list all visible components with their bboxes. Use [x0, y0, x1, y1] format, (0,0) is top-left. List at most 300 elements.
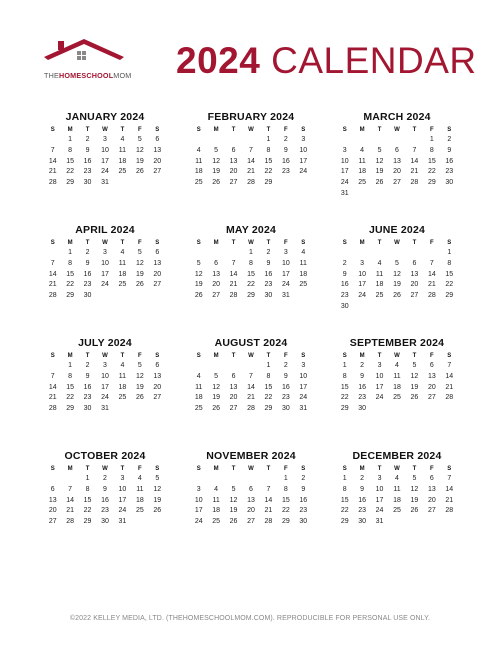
day-cell: 19: [393, 281, 401, 289]
weekday-header: W: [248, 353, 254, 359]
month-block: [44, 336, 166, 449]
month-block: [44, 223, 166, 336]
day-cell: 23: [281, 168, 290, 176]
day-cell: 20: [427, 496, 436, 504]
day-cell: 11: [136, 485, 144, 493]
day-cell: 28: [66, 518, 75, 526]
day-cell: 20: [48, 507, 57, 515]
day-cell: 21: [229, 281, 238, 289]
day-cell: 14: [229, 270, 238, 278]
month-days-grid: [336, 238, 458, 313]
day-cell: 16: [358, 496, 367, 504]
day-cell: 21: [48, 281, 57, 289]
day-cell: 7: [249, 146, 253, 154]
day-cell: 14: [445, 485, 454, 493]
day-cell: 15: [264, 383, 273, 391]
day-cell: 19: [194, 281, 203, 289]
day-cell: 13: [427, 372, 436, 380]
day-cell: 7: [50, 372, 55, 380]
day-cell: 29: [247, 292, 255, 300]
weekday-header: S: [155, 353, 160, 359]
weekday-header: W: [394, 240, 400, 246]
day-cell: 23: [264, 281, 273, 289]
weekday-header: F: [138, 240, 142, 246]
day-empty: [242, 474, 259, 485]
page-title: [176, 40, 477, 82]
day-cell: 9: [85, 146, 90, 154]
day-cell: 19: [229, 507, 238, 515]
weekday-header: W: [248, 240, 254, 246]
day-cell: 26: [194, 292, 203, 300]
month-block: [336, 449, 458, 562]
day-cell: 10: [101, 146, 109, 154]
day-cell: 15: [445, 270, 454, 278]
day-cell: 30: [101, 518, 109, 526]
day-cell: 15: [281, 496, 290, 504]
day-cell: 17: [281, 270, 290, 278]
day-cell: 7: [231, 259, 236, 267]
day-cell: 22: [66, 281, 75, 289]
month-name: NOVEMBER 2024: [206, 450, 296, 462]
weekday-header: S: [50, 353, 55, 359]
day-cell: 8: [249, 259, 253, 267]
day-cell: 3: [301, 136, 306, 143]
day-cell: 14: [247, 157, 255, 165]
day-cell: 24: [101, 281, 109, 289]
logo-text-pre: THE: [44, 71, 59, 80]
weekday-header: S: [50, 466, 55, 472]
day-cell: 24: [299, 394, 308, 402]
day-cell: 9: [103, 485, 107, 493]
day-cell: 20: [153, 383, 162, 391]
day-cell: 19: [410, 496, 419, 504]
day-cell: 17: [375, 496, 384, 504]
day-cell: 3: [377, 362, 382, 369]
day-cell: 12: [212, 383, 221, 391]
day-cell: 25: [118, 394, 127, 402]
day-cell: 14: [427, 270, 436, 278]
day-cell: 28: [247, 405, 255, 413]
day-cell: 24: [101, 168, 109, 176]
day-cell: 1: [283, 475, 288, 482]
day-cell: 27: [48, 518, 57, 526]
logo-wordmark: [44, 71, 131, 80]
day-cell: 16: [83, 383, 92, 391]
day-cell: 28: [445, 394, 454, 402]
day-cell: 18: [299, 270, 308, 278]
day-empty: [61, 474, 78, 485]
month-name: JUNE 2024: [368, 224, 426, 236]
logo-text-mid: HOMESCHOOL: [58, 71, 114, 80]
day-empty: [242, 135, 259, 146]
day-cell: 24: [281, 281, 290, 289]
month-block: [190, 223, 312, 336]
month-days-grid: [44, 351, 166, 415]
day-cell: 8: [342, 485, 347, 493]
weekday-header: S: [342, 353, 347, 359]
day-cell: 21: [247, 168, 255, 176]
day-empty: [225, 248, 242, 259]
day-cell: 26: [212, 179, 221, 187]
weekday-header: S: [342, 466, 347, 472]
day-empty: [388, 248, 405, 259]
day-cell: 7: [429, 259, 434, 267]
day-cell: 10: [194, 496, 203, 504]
weekday-header: S: [301, 353, 306, 359]
day-empty: [353, 248, 370, 259]
day-cell: 20: [153, 157, 162, 165]
day-cell: 13: [153, 372, 162, 380]
day-cell: 6: [155, 136, 160, 143]
day-cell: 16: [281, 157, 290, 165]
day-cell: 15: [247, 270, 255, 278]
weekday-header: T: [231, 353, 236, 359]
weekday-header: W: [102, 240, 108, 246]
month-name: JANUARY 2024: [65, 111, 145, 123]
day-cell: 24: [194, 518, 203, 526]
day-cell: 20: [229, 394, 238, 402]
day-cell: 2: [85, 362, 90, 369]
day-cell: 10: [375, 372, 384, 380]
weekday-header: F: [138, 466, 142, 472]
day-cell: 30: [340, 302, 349, 310]
day-cell: 2: [360, 475, 365, 482]
day-cell: 27: [410, 292, 419, 300]
weekday-header: W: [394, 127, 400, 133]
day-empty: [190, 361, 207, 372]
day-cell: 6: [429, 362, 434, 369]
month-block: [336, 223, 458, 336]
day-cell: 1: [342, 475, 347, 482]
day-cell: 26: [153, 507, 162, 515]
day-cell: 18: [118, 157, 127, 165]
day-cell: 10: [375, 485, 384, 493]
month-days-grid: [336, 464, 458, 528]
day-cell: 3: [342, 146, 347, 154]
day-cell: 1: [249, 249, 253, 256]
day-cell: 9: [283, 372, 288, 380]
day-empty: [225, 361, 242, 372]
day-cell: 12: [393, 270, 401, 278]
month-block: [336, 336, 458, 449]
weekday-header: M: [67, 353, 73, 359]
day-cell: 19: [410, 383, 419, 391]
day-cell: 17: [358, 281, 367, 289]
day-cell: 24: [375, 507, 384, 515]
day-empty: [44, 248, 61, 259]
day-cell: 1: [429, 136, 434, 143]
day-empty: [406, 135, 423, 146]
day-cell: 15: [66, 383, 75, 391]
day-cell: 23: [83, 281, 92, 289]
day-cell: 5: [155, 475, 160, 482]
weekday-header: M: [213, 127, 219, 133]
day-cell: 16: [358, 383, 367, 391]
day-cell: 29: [66, 405, 75, 413]
day-cell: 2: [301, 475, 306, 482]
day-empty: [207, 474, 224, 485]
day-cell: 2: [266, 249, 271, 256]
day-cell: 24: [299, 168, 308, 176]
day-cell: 2: [85, 136, 90, 143]
weekday-header: S: [155, 466, 160, 472]
weekday-header: M: [359, 240, 365, 246]
weekday-header: F: [430, 127, 434, 133]
day-cell: 4: [120, 362, 125, 369]
weekday-header: F: [284, 240, 288, 246]
weekday-header: S: [447, 127, 452, 133]
day-cell: 6: [231, 372, 236, 380]
day-cell: 22: [264, 394, 273, 402]
day-cell: 6: [249, 485, 253, 493]
day-cell: 25: [212, 518, 221, 526]
day-cell: 4: [301, 249, 306, 256]
day-cell: 16: [299, 496, 308, 504]
day-cell: 28: [48, 179, 57, 187]
day-cell: 13: [247, 496, 255, 504]
weekday-header: S: [196, 127, 201, 133]
month-name: MARCH 2024: [363, 111, 431, 123]
weekday-header: W: [102, 466, 108, 472]
weekday-header: F: [430, 240, 434, 246]
month-days-grid: [336, 351, 458, 415]
day-cell: 19: [212, 168, 221, 176]
day-cell: 16: [264, 270, 273, 278]
weekday-header: T: [120, 466, 125, 472]
weekday-header: T: [266, 127, 271, 133]
day-cell: 8: [68, 259, 73, 267]
day-cell: 11: [299, 259, 307, 267]
day-cell: 6: [429, 475, 434, 482]
day-cell: 31: [118, 518, 127, 526]
day-cell: 7: [266, 485, 271, 493]
day-cell: 1: [266, 362, 271, 369]
day-cell: 28: [410, 179, 419, 187]
day-cell: 13: [48, 496, 57, 504]
weekday-header: S: [155, 127, 160, 133]
day-cell: 12: [194, 270, 203, 278]
weekday-header: M: [213, 240, 219, 246]
day-cell: 26: [212, 405, 221, 413]
day-cell: 30: [264, 292, 273, 300]
day-cell: 9: [360, 372, 365, 380]
day-cell: 24: [340, 179, 349, 187]
day-cell: 4: [137, 475, 142, 482]
day-cell: 3: [103, 136, 107, 143]
day-cell: 11: [358, 157, 366, 165]
day-cell: 12: [135, 372, 144, 380]
day-cell: 12: [375, 157, 384, 165]
day-cell: 8: [85, 485, 90, 493]
weekday-header: T: [266, 240, 271, 246]
month-block: [336, 110, 458, 223]
month-name: AUGUST 2024: [214, 337, 288, 349]
day-cell: 14: [48, 383, 57, 391]
weekday-header: S: [447, 353, 452, 359]
day-cell: 19: [135, 383, 144, 391]
weekday-header: S: [50, 240, 55, 246]
day-cell: 20: [393, 168, 401, 176]
day-cell: 5: [412, 362, 417, 369]
logo-text-post: MOM: [113, 71, 132, 80]
day-cell: 14: [66, 496, 75, 504]
day-cell: 9: [283, 146, 288, 154]
day-cell: 28: [445, 507, 454, 515]
day-cell: 21: [247, 394, 255, 402]
day-cell: 15: [66, 157, 75, 165]
day-cell: 17: [194, 507, 203, 515]
day-cell: 16: [101, 496, 109, 504]
weekday-header: T: [412, 466, 417, 472]
day-cell: 20: [410, 281, 419, 289]
day-cell: 5: [377, 146, 382, 154]
day-cell: 5: [395, 259, 399, 267]
day-cell: 23: [101, 507, 109, 515]
day-cell: 21: [48, 168, 57, 176]
day-cell: 30: [299, 518, 308, 526]
day-cell: 15: [66, 270, 75, 278]
day-cell: 23: [83, 168, 92, 176]
weekday-header: F: [284, 466, 288, 472]
weekday-header: W: [394, 353, 400, 359]
day-cell: 5: [214, 146, 219, 154]
day-cell: 27: [247, 518, 255, 526]
day-cell: 31: [299, 405, 308, 413]
day-cell: 9: [85, 372, 90, 380]
day-cell: 6: [214, 259, 219, 267]
day-empty: [406, 248, 423, 259]
day-cell: 14: [410, 157, 419, 165]
weekday-header: S: [196, 240, 201, 246]
weekday-header: F: [284, 353, 288, 359]
day-cell: 14: [264, 496, 273, 504]
day-cell: 12: [135, 146, 144, 154]
day-cell: 13: [212, 270, 221, 278]
day-cell: 18: [393, 383, 401, 391]
day-cell: 11: [195, 383, 203, 391]
day-cell: 4: [196, 372, 201, 380]
day-cell: 14: [247, 383, 255, 391]
day-cell: 27: [427, 394, 436, 402]
day-cell: 26: [410, 394, 419, 402]
day-cell: 7: [50, 146, 55, 154]
day-cell: 11: [375, 270, 384, 278]
day-cell: 26: [135, 168, 144, 176]
day-cell: 6: [50, 485, 55, 493]
day-cell: 23: [83, 394, 92, 402]
day-cell: 13: [153, 146, 162, 154]
day-cell: 29: [264, 179, 273, 187]
day-cell: 29: [427, 179, 436, 187]
day-empty: [388, 135, 405, 146]
day-cell: 17: [340, 168, 349, 176]
day-cell: 31: [101, 405, 109, 413]
day-cell: 11: [393, 485, 401, 493]
day-empty: [207, 135, 224, 146]
day-cell: 19: [212, 394, 221, 402]
day-cell: 27: [427, 507, 436, 515]
day-cell: 6: [155, 249, 160, 256]
day-cell: 11: [195, 157, 203, 165]
day-cell: 12: [410, 485, 419, 493]
day-cell: 17: [299, 157, 308, 165]
day-cell: 18: [212, 507, 221, 515]
day-cell: 4: [395, 475, 399, 482]
month-name: SEPTEMBER 2024: [349, 337, 445, 349]
day-cell: 13: [393, 157, 401, 165]
day-cell: 17: [299, 383, 308, 391]
day-cell: 21: [410, 168, 419, 176]
day-cell: 26: [393, 292, 401, 300]
weekday-header: S: [196, 466, 201, 472]
day-cell: 5: [137, 136, 142, 143]
day-cell: 22: [427, 168, 436, 176]
weekday-header: W: [102, 127, 108, 133]
day-cell: 18: [375, 281, 384, 289]
day-cell: 28: [247, 179, 255, 187]
day-cell: 9: [360, 485, 365, 493]
day-cell: 29: [66, 179, 75, 187]
day-cell: 29: [264, 405, 273, 413]
title-word: CALENDAR: [271, 40, 477, 81]
day-cell: 5: [137, 249, 142, 256]
day-cell: 3: [301, 362, 306, 369]
day-cell: 7: [447, 475, 452, 482]
day-cell: 1: [266, 136, 271, 143]
weekday-header: T: [377, 240, 382, 246]
day-cell: 27: [212, 292, 221, 300]
day-cell: 5: [214, 372, 219, 380]
month-days-grid: [190, 351, 312, 415]
day-cell: 10: [118, 485, 127, 493]
day-cell: 29: [340, 405, 349, 413]
day-cell: 28: [427, 292, 436, 300]
day-cell: 23: [358, 507, 367, 515]
day-empty: [225, 135, 242, 146]
day-cell: 9: [85, 259, 90, 267]
day-cell: 1: [447, 249, 452, 256]
day-cell: 31: [281, 292, 290, 300]
day-cell: 2: [360, 362, 365, 369]
day-empty: [44, 474, 61, 485]
weekday-header: M: [359, 353, 365, 359]
day-empty: [353, 135, 370, 146]
day-cell: 10: [101, 259, 109, 267]
day-cell: 31: [101, 179, 109, 187]
day-cell: 5: [412, 475, 417, 482]
day-cell: 20: [247, 507, 255, 515]
weekday-header: W: [248, 466, 254, 472]
day-cell: 16: [83, 270, 92, 278]
month-block: [44, 110, 166, 223]
day-cell: 12: [135, 259, 144, 267]
day-cell: 25: [393, 394, 401, 402]
day-cell: 10: [299, 146, 308, 154]
day-cell: 24: [375, 394, 384, 402]
day-cell: 21: [445, 383, 454, 391]
weekday-header: M: [67, 240, 73, 246]
weekday-header: S: [301, 240, 306, 246]
day-cell: 25: [118, 168, 127, 176]
day-cell: 2: [447, 136, 452, 143]
month-block: [190, 449, 312, 562]
day-cell: 25: [135, 507, 144, 515]
day-cell: 2: [85, 249, 90, 256]
day-empty: [260, 474, 277, 485]
weekday-header: T: [266, 466, 271, 472]
day-cell: 8: [447, 259, 452, 267]
day-empty: [371, 135, 388, 146]
